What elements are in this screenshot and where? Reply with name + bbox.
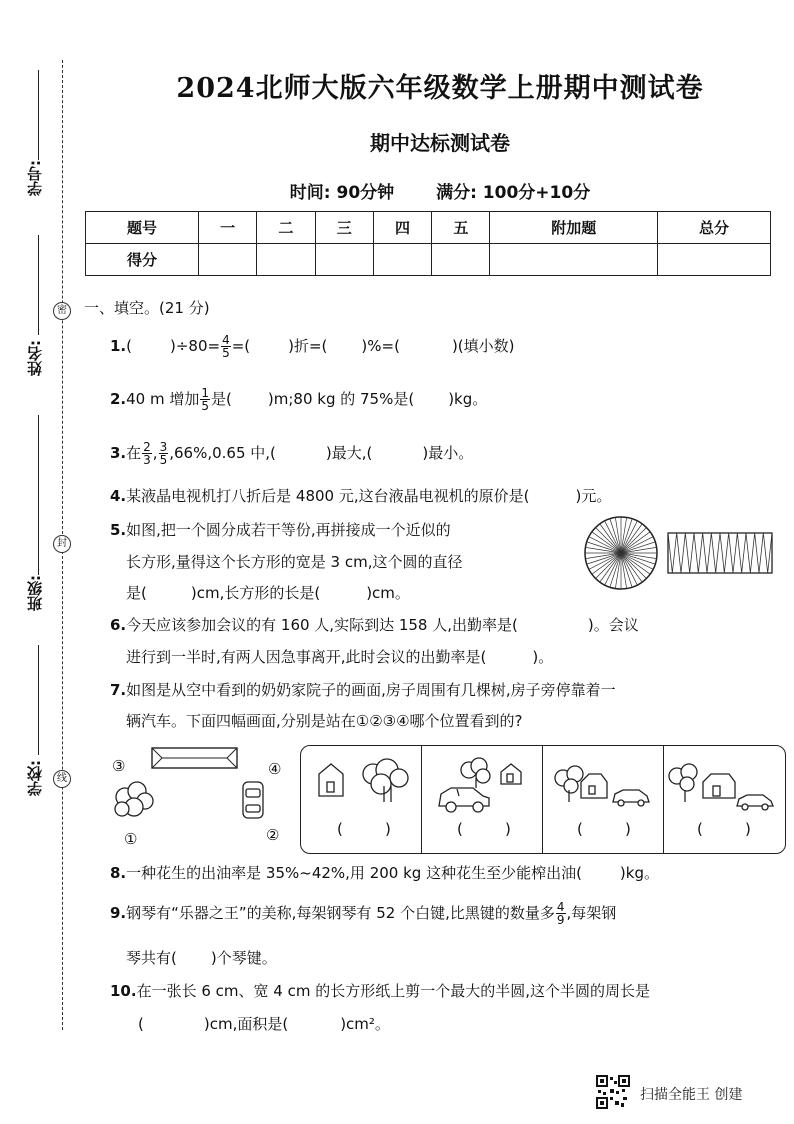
score-table-header-cell: 四 [373,212,431,244]
score-table-score-row [86,244,771,276]
q2-text: 40 m 增加 [126,390,200,408]
q1-text: )(填小数) [451,337,515,355]
question-number: 4. [110,487,127,505]
q5-text: )cm,长方形的长是( [190,584,321,602]
name-label: 姓名: [26,340,44,376]
question-number: 1. [110,337,127,355]
q3-text: ,66%,0.65 中,( [169,444,276,462]
q8-text: 一种花生的出油率是 35%~42%,用 200 kg 这种花生至少能榨出油( [126,864,582,882]
denominator: 9 [556,913,565,927]
question-3 [110,441,473,466]
page-title: 2024北师大版六年级数学上册期中测试卷 [176,73,704,104]
score-cell[interactable] [198,244,256,276]
q8-text: )kg。 [619,864,659,882]
four-views-drawings [301,746,785,826]
answer-paren-close: ) [745,820,751,838]
q9-text: ,每架钢 [566,904,617,922]
question-6-line-2 [126,646,553,667]
q9-text: 琴共有( [126,949,177,967]
question-6-line-1 [110,614,639,635]
q5-text: 如图,把一个圆分成若干等份,再拼接成一个近似的 [126,521,451,539]
score-table-header-cell: 题号 [86,212,199,244]
fraction [556,901,566,926]
sector-line [600,553,621,582]
answer-paren-open: ( [697,820,703,838]
question-10-line-1 [110,980,650,1001]
q9-text: 钢琴有“乐器之王”的美称,每架钢琴有 52 个白键,比黑键的数量多 [126,904,555,922]
score-table-header-row [86,212,771,244]
numerator: 2 [143,440,151,454]
question-9-line-1 [110,901,616,926]
page-subtitle: 期中达标测试卷 [370,131,510,155]
q9-text: )个琴键。 [210,949,277,967]
fraction [221,334,231,359]
score-table-header-cell: 一 [198,212,256,244]
question-10-line-2 [138,1013,390,1034]
question-number: 3. [110,444,127,462]
q4-text: 某液晶电视机打八折后是 4800 元,这台液晶电视机的原价是( [126,487,530,505]
exam-meta [100,178,780,203]
view-1 [319,759,408,802]
question-5-line-1 [110,519,451,540]
approx-rectangle-figure [666,530,774,576]
house-top-view [152,748,237,768]
q6-text: )。会议 [587,616,639,634]
question-9-line-2 [126,947,277,968]
numerator: 4 [222,333,230,347]
score-table-header-cell: 五 [432,212,490,244]
q7-text: 如图是从空中看到的奶奶家院子的画面,房子周围有几棵树,房子旁停靠着一 [126,681,616,699]
score-cell[interactable] [658,244,771,276]
score-cell[interactable] [315,244,373,276]
q10-text: ( [138,1015,144,1033]
denominator: 5 [222,346,230,360]
score-table-header-cell: 总分 [658,212,771,244]
view-2 [439,758,521,812]
question-number: 5. [110,521,127,539]
seal-mark-xian: 线 [53,770,71,788]
divided-circle-figure [582,514,660,592]
section-heading: 一、填空。(21 分) [84,299,210,317]
question-2 [110,387,487,412]
q5-text: 是( [126,584,147,602]
q6-text: )。 [532,648,554,666]
name-line [38,235,39,335]
sector-line [592,532,621,553]
answer-paren-close: ) [505,820,511,838]
sector-line [621,553,650,574]
score-cell[interactable] [490,244,658,276]
position-2-label: ② [266,826,280,844]
question-number: 9. [110,904,127,922]
numerator: 1 [201,386,210,400]
student-id-label: 学号: [26,160,44,196]
numerator: 3 [159,440,168,454]
car-top-view [243,782,263,818]
score-table-header-cell: 三 [315,212,373,244]
q3-text: 在 [126,444,142,462]
question-1 [110,334,515,359]
numerator: 4 [556,900,565,914]
seal-mark-mi: 密 [53,302,71,320]
q10-text: )cm,面积是( [203,1015,289,1033]
q10-text: 在一张长 6 cm、宽 4 cm 的长方形纸上剪一个最大的半圆,这个半圆的周长是 [136,982,650,1000]
q2-text: )kg。 [448,390,488,408]
question-number: 2. [110,390,127,408]
question-number: 8. [110,864,127,882]
sector-line [621,553,642,582]
class-line [38,415,39,575]
score-row-label: 得分 [86,244,199,276]
position-1-label: ① [124,830,138,848]
student-id-line [38,70,39,160]
q2-text: 是( [211,390,232,408]
exam-score: 满分: 100分+10分 [436,183,591,203]
score-table-header-cell: 附加题 [490,212,658,244]
q1-text: )÷80= [170,337,221,355]
sector-line [621,524,642,553]
sector-line [621,532,650,553]
position-4-label: ④ [268,760,282,778]
q1-text: )%=( [361,337,400,355]
exam-time: 时间: 90分钟 [289,183,395,203]
qr-code-icon [596,1075,630,1109]
q1-text: ( [126,337,132,355]
question-number: 7. [110,681,127,699]
denominator: 3 [143,453,151,467]
question-7-line-2: 辆汽车。下面四幅画面,分别是站在①②③④哪个位置看到的? [126,712,523,730]
answer-paren-close: ) [385,820,391,838]
question-5-line-3 [126,582,410,603]
view-4 [669,764,773,810]
question-4 [110,485,611,506]
q3-text: , [152,444,158,462]
yard-top-view-figure [110,745,290,845]
school-line [38,645,39,755]
class-label: 班级: [26,575,44,611]
score-cell[interactable] [432,244,490,276]
q10-text: )cm²。 [340,1015,390,1033]
q6-text: 进行到一半时,有两人因急事离开,此时会议的出勤率是( [126,648,487,666]
question-5-line-2: 长方形,量得这个长方形的宽是 3 cm,这个圆的直径 [126,553,463,571]
denominator: 5 [159,453,168,467]
view-3 [555,766,649,806]
sector-line [600,524,621,553]
q5-text: )cm。 [366,584,410,602]
score-table [85,211,771,276]
footer-scanner-text: 扫描全能王 创建 [640,1087,743,1103]
four-views-panel [300,745,786,854]
question-7-line-1 [110,679,616,700]
answer-paren-close: ) [625,820,631,838]
school-label: 学校: [26,760,44,796]
q3-text: )最小。 [422,444,474,462]
q2-text: )m;80 kg 的 75%是( [267,390,415,408]
sector-line [592,553,621,574]
seal-mark-feng: 封 [53,535,71,553]
question-number: 6. [110,616,127,634]
score-cell[interactable] [257,244,315,276]
question-number: 10. [110,982,137,1000]
q4-text: )元。 [575,487,612,505]
q6-text: 今天应该参加会议的有 160 人,实际到达 158 人,出勤率是( [126,616,518,634]
trees-top-view [115,782,153,816]
answer-paren-open: ( [577,820,583,838]
fraction [200,387,210,412]
fraction [142,441,152,466]
score-cell[interactable] [373,244,431,276]
answer-paren-open: ( [457,820,463,838]
q3-text: )最大,( [325,444,373,462]
position-3-label: ③ [112,757,126,775]
answer-paren-open: ( [337,820,343,838]
fraction [159,441,169,466]
q1-text: )折=( [288,337,328,355]
score-table-header-cell: 二 [257,212,315,244]
q1-text: =( [231,337,251,355]
question-8 [110,862,659,883]
denominator: 5 [201,399,210,413]
